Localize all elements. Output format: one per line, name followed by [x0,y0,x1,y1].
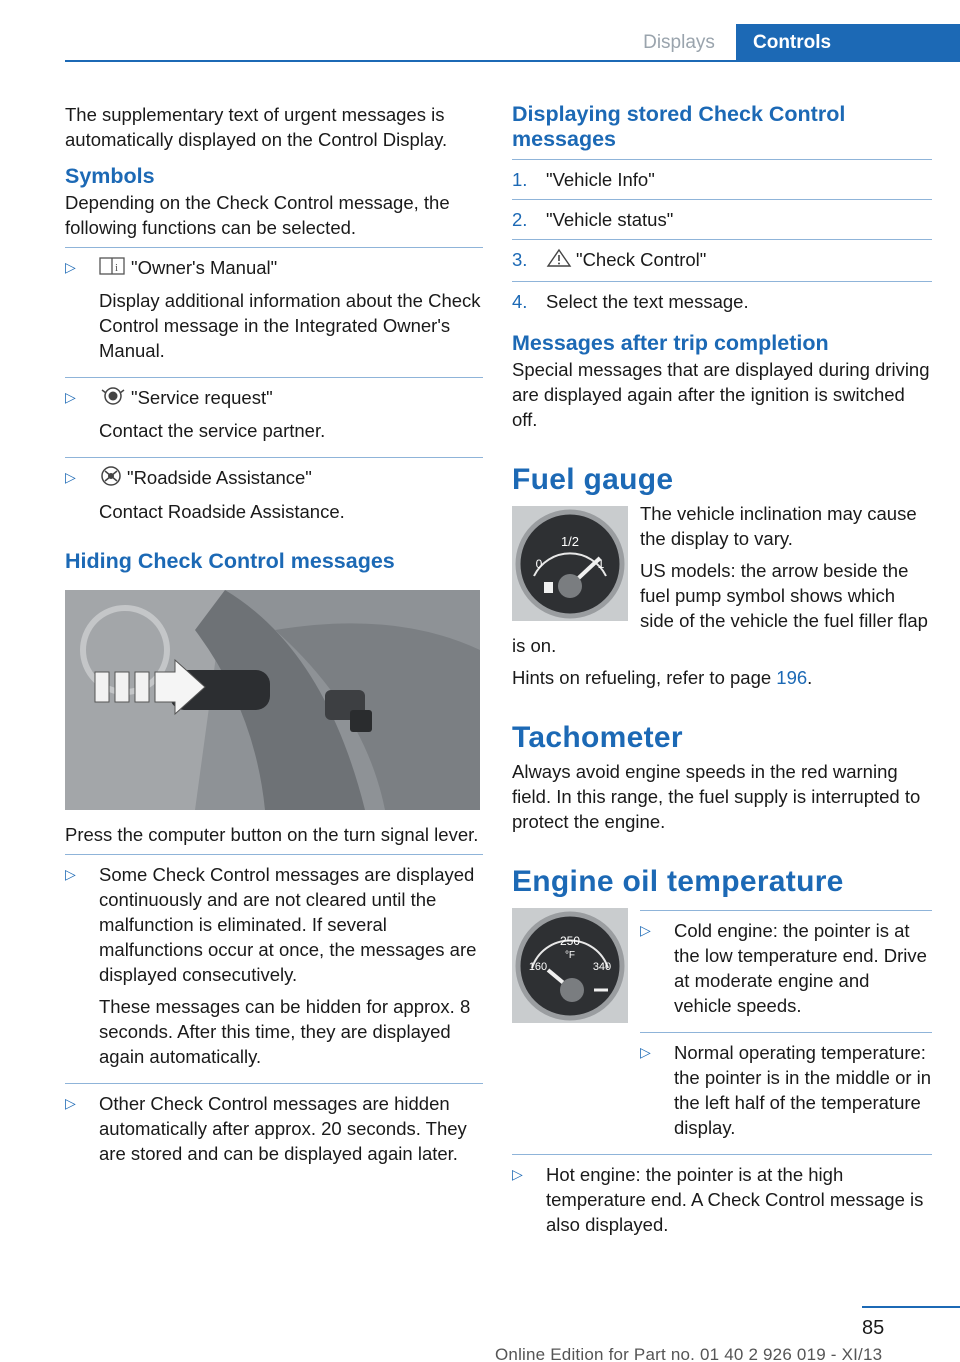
step-number: 4. [512,291,528,313]
divider [640,1032,932,1033]
bullet-triangle-icon: ▷ [65,389,76,406]
oil-item [640,918,932,1025]
oil-section [512,903,932,1244]
step-number: 1. [512,169,528,190]
step-item [512,247,932,274]
trip-text: Special messages that are displayed during driving are displayed again after the ignition is switched off. [512,359,930,431]
roadside-icon [99,465,123,493]
divider [640,910,932,911]
right-column [512,102,932,1244]
step-text: "Vehicle status" [546,209,674,230]
symbol-item [65,255,483,370]
divider [512,239,932,240]
symbol-item-title: "Roadside Assistance" [127,467,312,489]
step-number: 2. [512,209,528,230]
stored-heading: Displaying stored Check Control messages [512,102,846,151]
header-section-tab[interactable]: Displays [643,32,715,53]
hide-item [65,862,483,1076]
symbol-item-desc: Contact Roadside Assistance. [99,501,345,523]
divider [65,1083,483,1084]
symbol-item [65,385,483,450]
hiding-heading: Hiding Check Control messages [65,549,395,574]
fuel-hint-end: . [807,667,813,689]
tach-text: Always avoid engine speeds in the red warning field. In this range, the fuel supply is interrupted to protect the engine. [512,761,921,833]
page-link[interactable]: 196 [776,667,808,689]
symbol-item-desc: Contact the service partner. [99,420,326,442]
intro-paragraph: The supplementary text of urgent messages is automatically displayed on the Control Display. [65,104,448,150]
step-item [512,207,932,232]
bullet-triangle-icon: ▷ [65,469,76,486]
svg-text:i: i [115,262,119,275]
oil-gauge-unit-label: °F [564,950,576,962]
fuel-gauge-full-label: 1 [597,557,605,572]
fuel-paragraph: US models: the arrow beside the fuel pump symbol shows which side of the vehicle the fuel filler flap is on. [512,560,928,657]
divider [512,1154,932,1155]
step-number: 3. [512,249,528,270]
step-item [512,289,932,314]
photo-caption: Press the computer button on the turn signal lever. [65,824,479,846]
hide-item-text: Other Check Control messages are hidden automatically after approx. 20 seconds. They are stored and can be displayed again later. [99,1093,467,1165]
oil-item [640,1040,932,1147]
steering-wheel-photo [65,590,480,810]
left-column [65,102,483,1173]
bullet-triangle-icon: ▷ [65,259,76,275]
manual-icon [99,256,127,282]
header-rule [65,60,960,62]
oil-item-text: Normal operating temperature: the pointer is in the middle or in the left half of the temperature display. [674,1042,932,1139]
divider [65,457,483,458]
fuel-gauge-empty-label: 0 [535,557,543,572]
symbol-item-title: "Owner's Manual" [131,257,278,278]
step-text: Select the text message. [546,291,749,313]
divider [65,377,483,378]
symbol-item-title: "Service request" [131,387,273,409]
fuel-hint-text: Hints on refueling, refer to page [512,667,777,689]
step-text: "Check Control" [576,249,707,270]
trip-heading: Messages after trip completion [512,331,829,356]
oil-temp-gauge-image [512,908,628,1023]
hide-item [65,1091,483,1173]
oil-item-text: Cold engine: the pointer is at the low temperature end. Drive at moderate engine and vehicle speeds. [674,920,927,1017]
bullet-triangle-icon: ▷ [65,866,76,883]
service-icon [99,386,127,412]
oil-heading: Engine oil temperature [512,865,844,899]
fuel-paragraph: The vehicle inclination may cause the display to vary. [640,503,917,550]
divider [512,199,932,200]
header-chapter-tab[interactable]: Controls [736,24,960,62]
divider [65,854,483,855]
bullet-triangle-icon: ▷ [65,1095,76,1112]
step-item [512,167,932,192]
symbols-intro: Depending on the Check Control message, the following functions can be selected. [65,192,450,238]
footer-rule [862,1306,960,1308]
fuel-hint [512,665,932,690]
hide-item-text: Some Check Control messages are displayed continuously and are not cleared until the malfunction is eliminated. If several malfunctions occur at once, the messages are displayed consecutively. [99,864,477,986]
warning-icon [546,248,572,274]
fuel-heading: Fuel gauge [512,463,674,497]
divider [512,281,932,282]
step-text: "Vehicle Info" [546,169,655,190]
symbol-item-desc: Display additional information about the Check Control message in the Integrated Owner's Manual. [99,290,481,362]
symbol-item [65,465,483,531]
edition-text: Online Edition for Part no. 01 40 2 926 019 - XI/13 [495,1345,883,1362]
fuel-gauge-image [512,506,628,621]
divider [65,247,483,248]
bullet-triangle-icon: ▷ [640,922,651,939]
hide-item-extra: These messages can be hidden for approx. 8 seconds. After this time, they are displayed again automatically. [99,996,471,1068]
symbols-heading: Symbols [65,164,155,188]
oil-item [512,1162,932,1244]
fuel-section [512,501,932,690]
fuel-gauge-half-label: 1/2 [560,534,580,550]
tach-heading: Tachometer [512,721,683,755]
divider [512,159,932,160]
page-number: 85 [862,1317,885,1339]
bullet-triangle-icon: ▷ [640,1044,651,1061]
oil-gauge-low-label: 160 [528,961,548,974]
oil-gauge-mid-label: 250 [559,934,581,949]
oil-item-text: Hot engine: the pointer is at the high temperature end. A Check Control message is also displayed. [546,1164,924,1236]
oil-gauge-high-label: 340 [592,961,612,974]
bullet-triangle-icon: ▷ [512,1166,523,1183]
